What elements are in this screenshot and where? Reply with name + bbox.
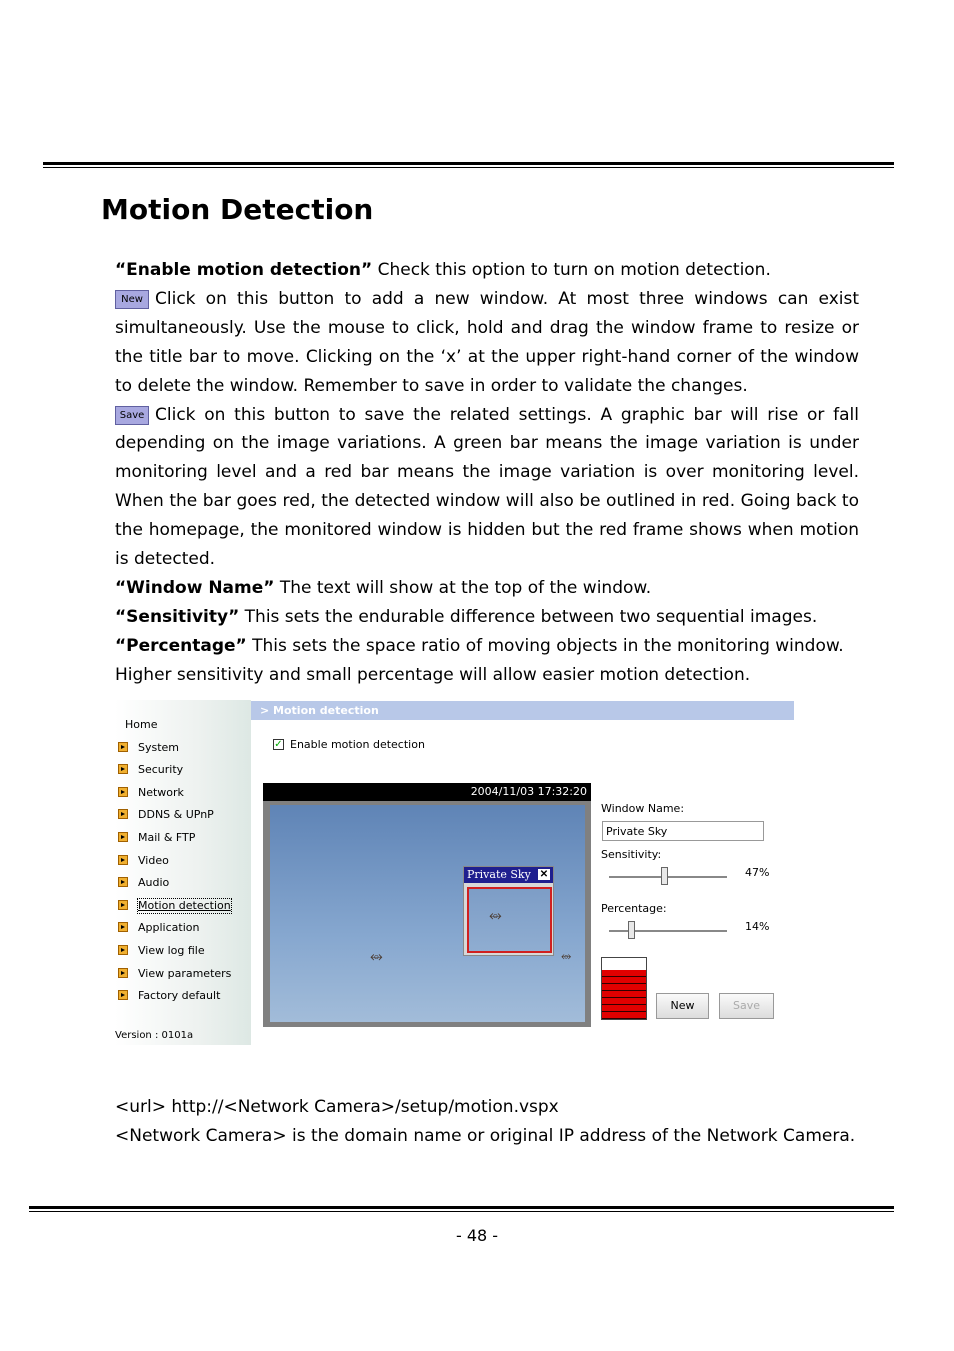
percentage-term: “Percentage” [115,635,247,656]
arrow-icon [118,742,128,752]
sidebar-item-label: View log file [138,943,205,957]
percentage-value: 14% [745,920,770,933]
sidebar-item-system[interactable] [115,741,231,764]
motion-window-titlebar[interactable] [464,867,553,883]
sidebar-item-label: Home [125,718,158,731]
sidebar-item-ddns-upnp[interactable] [115,808,231,831]
arrow-icon [118,945,128,955]
arrow-icon [118,832,128,842]
sidebar [115,700,251,1045]
sidebar-item-label: Mail & FTP [138,830,196,844]
arrow-icon [118,922,128,932]
enable-term: “Enable motion detection” [115,260,373,280]
version-label: Version : 0101a [115,1030,194,1041]
sensitivity-slider-thumb[interactable] [661,867,668,885]
arrow-icon [118,855,128,865]
hint-paragraph: Higher sensitivity and small percentage will allow easier motion detection. [115,664,751,685]
sidebar-item-label: Audio [138,876,170,890]
arrow-icon [118,809,128,819]
sensitivity-label: Sensitivity: [601,848,662,861]
motion-window-title: Private Sky [467,868,531,881]
new-button[interactable]: New [656,993,709,1019]
new-button-image: New [115,290,149,309]
enable-desc: Check this option to turn on motion detection. [372,260,771,280]
url-description: <Network Camera> is the domain name or original IP address of the Network Camera. [115,1125,856,1146]
save-paragraph [115,401,859,574]
motion-window-frame[interactable] [467,887,552,953]
sidebar-item-view-log-file[interactable] [115,944,231,967]
motion-window[interactable] [463,866,554,956]
sidebar-item-application[interactable] [115,921,231,944]
video-preview [263,783,591,1027]
sidebar-item-label: Application [138,921,200,935]
motion-level-bar [601,957,647,1020]
sidebar-item-label: Motion detection [138,898,231,912]
window-name-desc: The text will show at the top of the window. [274,577,652,598]
sensitivity-value: 47% [745,866,770,879]
enable-motion-checkbox-row[interactable] [273,738,425,751]
top-rule [43,162,894,168]
sidebar-item-label: Security [138,763,184,777]
percentage-label: Percentage: [601,902,667,915]
window-name-paragraph [115,574,859,603]
sidebar-item-security[interactable] [115,763,231,786]
camera-image [270,805,585,1022]
body-text [115,256,859,690]
bird-icon: ⥈ [561,949,572,964]
bird-icon: ⥈ [489,905,502,924]
sidebar-menu [115,718,231,1012]
page-number: - 48 - [455,1226,499,1245]
url-line: <url> http://<Network Camera>/setup/motion.vspx [115,1097,559,1117]
arrow-icon [118,787,128,797]
new-paragraph [115,285,859,401]
sidebar-item-label: View parameters [138,966,232,980]
ui-screenshot [115,700,795,1045]
sidebar-item-factory-default[interactable] [115,989,231,1012]
sidebar-item-audio[interactable] [115,876,231,899]
sidebar-item-mail-ftp[interactable] [115,831,231,854]
sidebar-item-motion-detection[interactable] [115,899,231,922]
window-name-term: “Window Name” [115,577,275,598]
percentage-paragraph [115,632,859,661]
timestamp-bar: 2004/11/03 17:32:20 [263,783,591,801]
arrow-icon [118,764,128,774]
sidebar-item-home[interactable] [115,718,231,741]
arrow-icon [118,900,128,910]
window-name-label: Window Name: [601,802,685,815]
page-title: Motion Detection [101,193,374,226]
bird-icon: ⥈ [370,946,383,965]
sidebar-item-label: Network [138,785,184,799]
sensitivity-paragraph [115,603,859,632]
save-button-image: Save [115,406,149,425]
save-button[interactable]: Save [719,993,774,1019]
url-section [115,1093,859,1151]
window-name-input[interactable] [602,821,764,841]
percentage-slider-thumb[interactable] [628,921,635,939]
arrow-icon [118,877,128,887]
motion-level-fill [602,970,646,1019]
sidebar-item-label: Factory default [138,989,221,1003]
sensitivity-term: “Sensitivity” [115,606,240,627]
close-icon[interactable]: ✕ [539,869,549,880]
enable-motion-label: Enable motion detection [290,738,425,751]
percentage-desc: This sets the space ratio of moving objects in the monitoring window. [246,635,844,656]
sidebar-item-video[interactable] [115,854,231,877]
bottom-rule [29,1206,894,1212]
percentage-slider[interactable] [609,930,727,933]
enable-motion-checkbox[interactable]: ✓ [274,739,283,750]
sidebar-item-label: DDNS & UPnP [138,808,214,822]
arrow-icon [118,968,128,978]
sensitivity-slider[interactable] [609,876,727,879]
sidebar-item-network[interactable] [115,786,231,809]
sensitivity-desc: This sets the endurable difference between two sequential images. [239,606,818,627]
enable-paragraph [115,256,859,285]
sidebar-item-label: Video [138,853,169,867]
new-desc: Click on this button to add a new window. At most three windows can exist simultaneously. Use the mouse to click, hold and drag the window frame to resize or the title bar to move. Clicking on the ‘x’ at the upper right-hand corner of the window to delete the window. Remember to save in order to validate the changes. [115,288,859,396]
sidebar-item-view-parameters[interactable] [115,967,231,990]
section-header: > Motion detection [251,701,794,720]
save-desc: Click on this button to save the related settings. A graphic bar will rise or fall depending on the image variations. A green bar means the image variation is under monitoring level and a red bar means the image variation is over monitoring level. When the bar goes red, the detected window will also be outlined in red. Going back to the homepage, the monitored window is hidden but the red frame shows when motion is detected. [115,404,859,570]
arrow-icon [118,990,128,1000]
sidebar-item-label: System [138,740,180,754]
